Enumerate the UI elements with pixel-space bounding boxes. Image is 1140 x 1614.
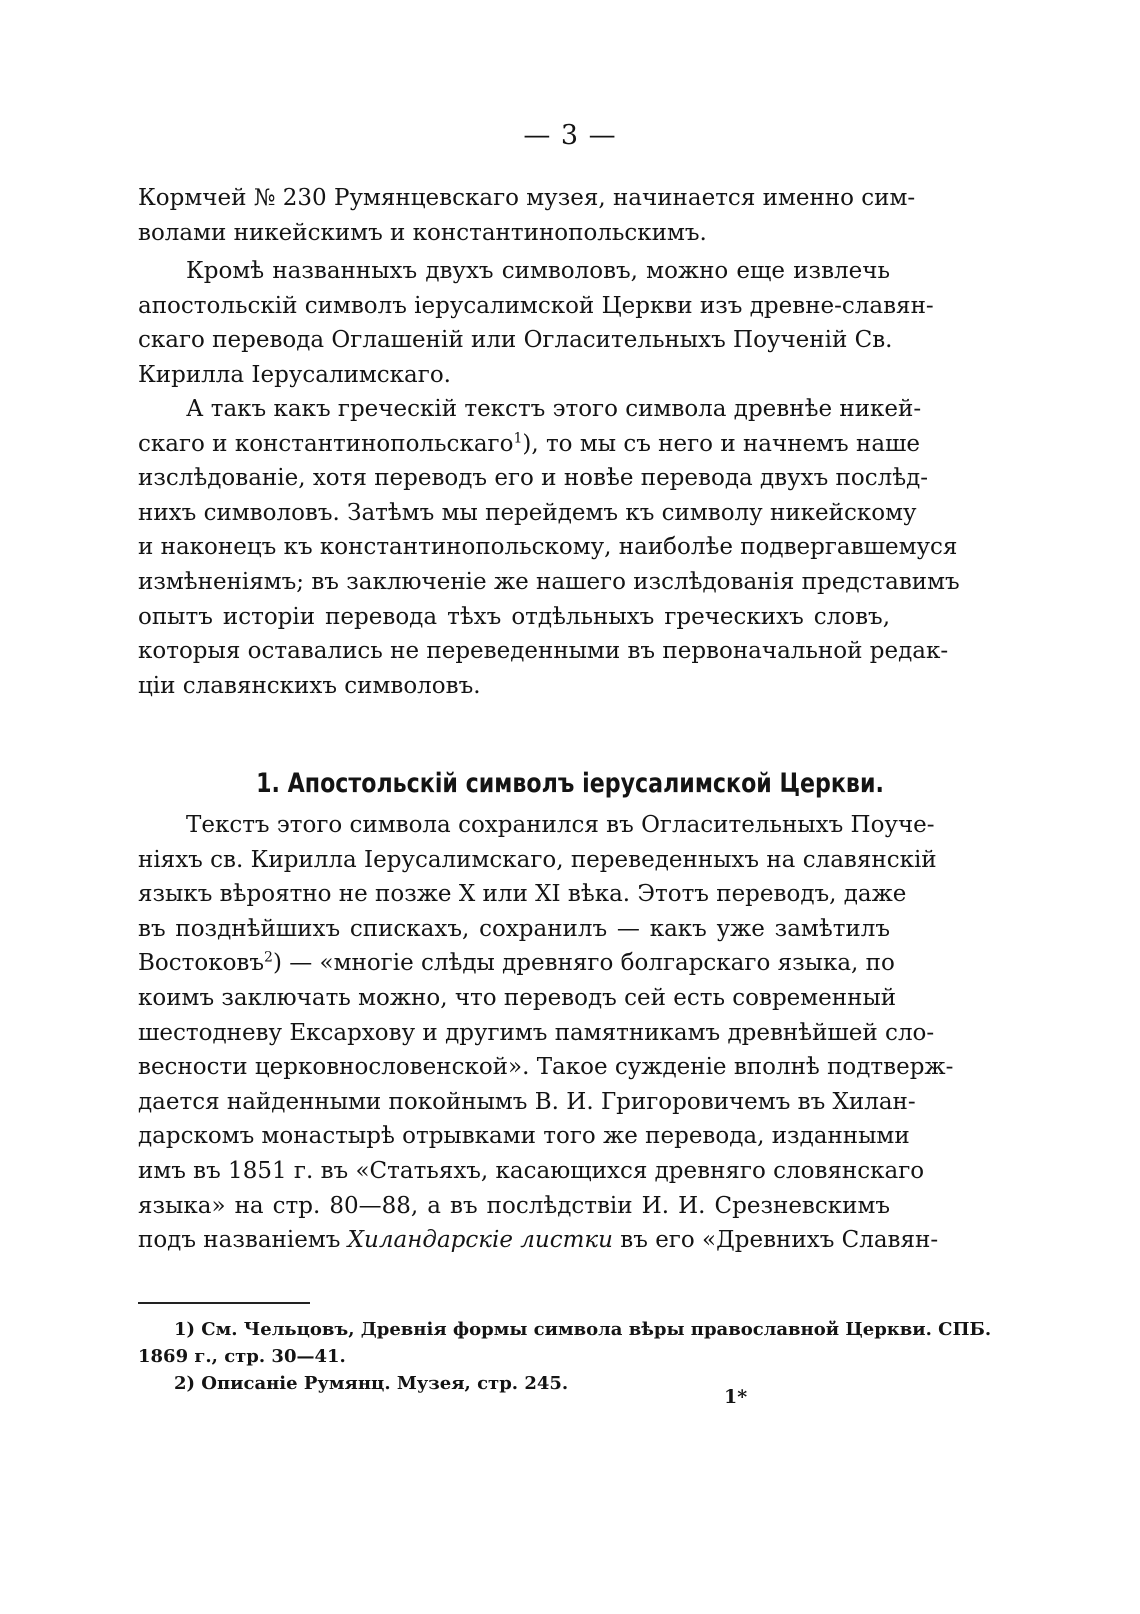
- footnote-line: 1) См. Чельцовъ, Древнія формы символа вѣры православной Церкви. СПБ.: [174, 1319, 992, 1340]
- text-line: и наконецъ къ константинопольскому, наиболѣе подвергавшемуся: [138, 534, 958, 561]
- text-fragment: Востоковъ: [138, 950, 265, 977]
- text-line: нихъ символовъ. Затѣмъ мы перейдемъ къ символу никейскому: [138, 499, 917, 526]
- text-line: ніяхъ св. Кирилла Іерусалимскаго, переведенныхъ на славянскій: [138, 846, 937, 873]
- printer-signature: 1*: [724, 1386, 748, 1408]
- paragraph-4: [138, 808, 954, 1258]
- text-line: которыя оставались не переведенными въ первоначальной редак-: [138, 638, 949, 665]
- text-line: языка» на стр. 80—88, а въ послѣдствіи И. И. Срезневскимъ: [138, 1192, 890, 1219]
- text-line: шестодневу Ексархову и другимъ памятникамъ древнѣйшей сло-: [138, 1019, 935, 1046]
- text-line: коимъ заключать можно, что переводъ сей есть современный: [138, 984, 897, 1011]
- text-line: весности церковнословенской». Такое сужденіе вполнѣ подтверж-: [138, 1054, 954, 1081]
- paragraph-1: [138, 181, 916, 250]
- text-line: Кормчей № 230 Румянцевскаго музея, начинается именно сим-: [138, 185, 916, 211]
- text-line: изслѣдованіе, хотя переводъ его и новѣе перевода двухъ послѣд-: [138, 465, 929, 492]
- text-line: Кирилла Іерусалимскаго.: [138, 361, 451, 388]
- text-fragment: ) — «многіе слѣды древняго болгарскаго языка, по: [272, 950, 895, 977]
- text-fragment: въ его «Древнихъ Славян-: [612, 1227, 939, 1254]
- footnote-line: 1869 г., стр. 30—41.: [138, 1346, 346, 1367]
- text-line-with-footnote: [138, 946, 895, 981]
- footnotes: [138, 1316, 992, 1397]
- footnote-marker: 1: [513, 429, 523, 446]
- text-line-with-footnote: [138, 427, 921, 462]
- text-line: дается найденными покойнымъ В. И. Григоровичемъ въ Хилан-: [138, 1088, 916, 1115]
- page-number: — 3 —: [523, 120, 617, 151]
- text-line: измѣненіямъ; въ заключеніе же нашего изслѣдованія представимъ: [138, 568, 960, 595]
- text-line: Текстъ этого символа сохранился въ Огласительныхъ Поуче-: [186, 812, 935, 838]
- footnote-marker: 2: [264, 949, 273, 966]
- text-line: дарскомъ монастырѣ отрывками того же перевода, изданными: [138, 1123, 910, 1150]
- section-heading: 1. Апостольскій символъ іерусалимской Церкви.: [256, 768, 884, 799]
- paragraph-3: [138, 392, 960, 703]
- footnote-divider: [138, 1302, 310, 1304]
- text-line: ціи славянскихъ символовъ.: [138, 672, 481, 699]
- text-line-with-italic: [138, 1223, 939, 1258]
- text-line: опытъ исторіи перевода тѣхъ отдѣльныхъ греческихъ словъ,: [138, 603, 890, 630]
- text-line: скаго перевода Оглашеній или Огласительныхъ Поученій Св.: [138, 327, 893, 354]
- paragraph-2: [138, 254, 934, 392]
- text-line: Кромѣ названныхъ двухъ символовъ, можно еще извлечь: [186, 258, 890, 284]
- italic-title: Хиландарскіе листки: [347, 1227, 613, 1254]
- text-line: языкъ вѣроятно не позже X или XI вѣка. Этотъ переводъ, даже: [138, 881, 907, 908]
- text-line: А такъ какъ греческій текстъ этого символа древнѣе никей-: [186, 396, 922, 422]
- text-fragment: ), то мы съ него и начнемъ наше: [522, 430, 921, 457]
- text-line: имъ въ 1851 г. въ «Статьяхъ, касающихся древняго словянскаго: [138, 1157, 925, 1184]
- text-line: апостольскій символъ іерусалимской Церкви изъ древне-славян-: [138, 292, 934, 319]
- text-line: въ позднѣйшихъ спискахъ, сохранилъ — какъ уже замѣтилъ: [138, 915, 890, 942]
- text-line: волами никейскимъ и константинопольскимъ.: [138, 219, 707, 246]
- footnote-line: 2) Описаніе Румянц. Музея, стр. 245.: [174, 1373, 569, 1394]
- text-fragment: подъ названіемъ: [138, 1227, 348, 1254]
- text-fragment: скаго и константинопольскаго: [138, 430, 514, 457]
